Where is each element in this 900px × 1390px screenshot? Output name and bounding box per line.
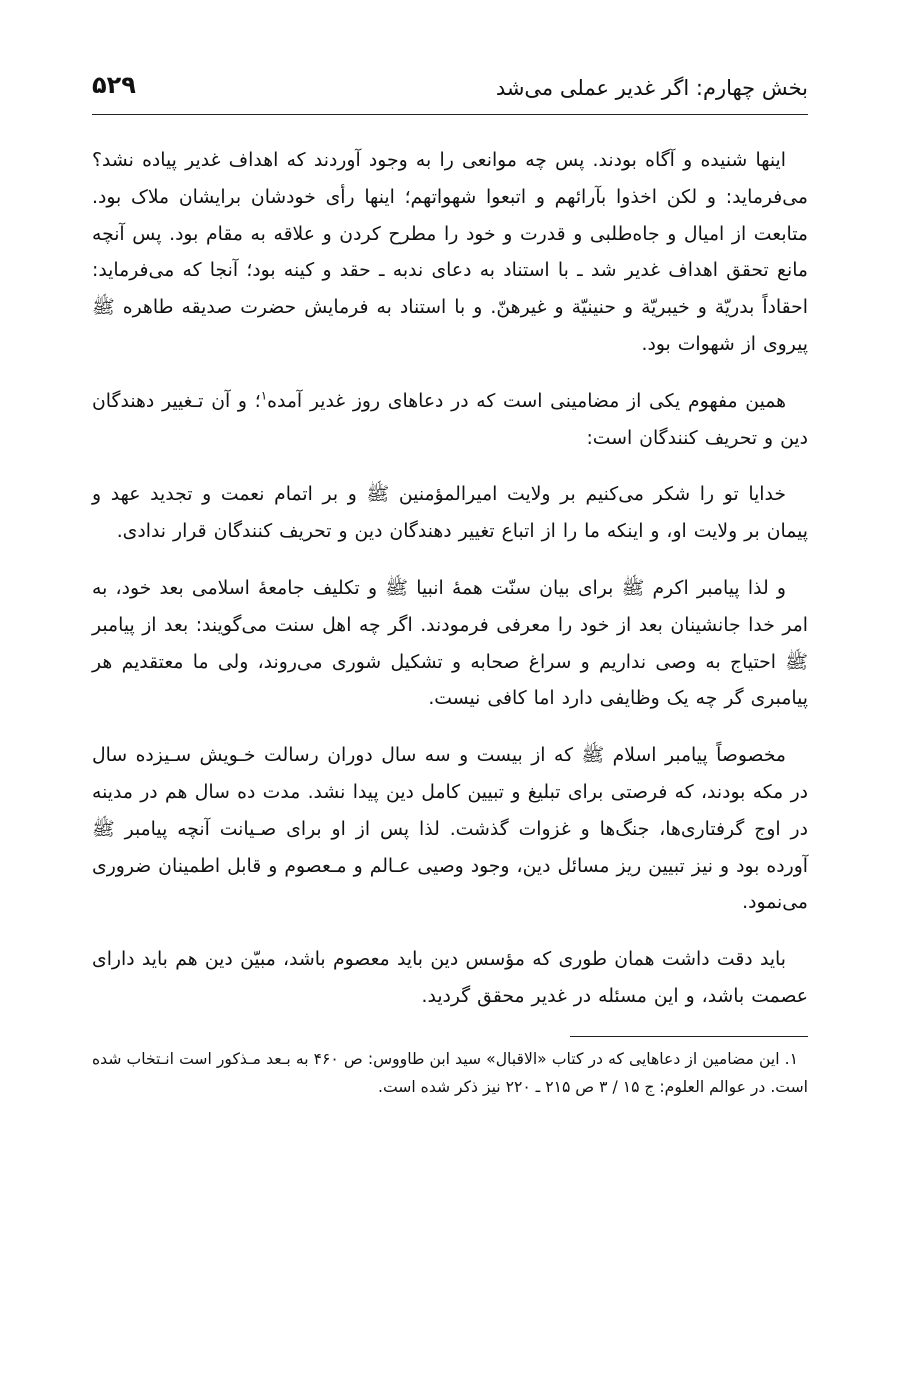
page-number: ۵۲۹: [92, 71, 136, 99]
chapter-title: بخش چهارم: اگر غدیر عملی می‌شد: [495, 76, 808, 100]
paragraph-2-after-note: ؛ و آن تـغییر دهندگان دین و تحریف کنندگان است:: [92, 390, 808, 449]
page-header: [92, 62, 808, 115]
paragraph-1: اینها شنیده و آگاه بودند. پس چه موانعی را به وجود آوردند که اهداف غدیر پیاده نشد؟ می‌فرماید: و لکن اخذوا بآرائهم و اتبعوا شهواتهم؛ اینها رأی خودشان برایشان ملاک بود. متابعت از امیال و جاه‌طلبی و قدرت و خود را مطرح کردن و علاقه به مقام بود. پس آنچه مانع تحقق اهداف غدیر شد ـ با استناد به دعای ندبه ـ حقد و کینه بود؛ آنجا که می‌فرماید: احقاداً بدریّة و خیبریّة و حنینیّة و غیرهنّ. و با استناد به فرمایش حضرت صدیقه طاهره ﷺ پیروی از شهوات بود.: [92, 150, 808, 355]
footnote: ۱. این مضامین از دعاهایی که در کتاب «الاقبال» سید ابن طاووس: ص ۴۶۰ به بـعد مـذکور است انـتخاب شده است. در عوالم العلوم: ج ۱۵ / ۳ ص ۲۱۵ ـ ۲۲۰ نیز ذکر شده است.: [92, 1049, 808, 1096]
book-page: [92, 62, 808, 1342]
paragraph-2: [92, 384, 808, 458]
paragraph-5: مخصوصاً پیامبر اسلام ﷺ که از بیست و سه سال دوران رسالت خـویش سـیزده سال در مکه بودند، که فرصتی برای تبلیغ و تبیین کامل دین پیدا نشد. مدت ده سال هم در مدینه در اوج گرفتاری‌ها، جنگ‌ها و غزوات گذشت. لذا پس از او برای صـیانت آنچه پیامبر ﷺ آورده بود و نیز تبیین ریز مسائل دین، وجود وصیی عـالم و مـعصوم و قابل اطمینان ضروری می‌نمود.: [92, 745, 808, 914]
footnote-divider: [570, 1036, 808, 1037]
footnote-reference[interactable]: ۱: [260, 388, 268, 403]
paragraph-6: باید دقت داشت همان طوری که مؤسس دین باید معصوم باشد، مبیّن دین هم باید دارای عصمت باشد، و این مسئله در غدیر محقق گردید.: [92, 949, 808, 1007]
paragraph-2-before-note: همین مفهوم یکی از مضامینی است که در دعاهای روز غدیر آمده: [267, 390, 786, 412]
prayer-quote: خدایا تو را شکر می‌کنیم بر ولایت امیرالمؤمنین ﷺ و بر اتمام نعمت و تجدید عهد و پیمان بر ولایت او، و اینکه ما را از اتباع تغییر دهندگان دین و تحریف کنندگان قرار ندادی.: [92, 484, 808, 543]
paragraph-4: و لذا پیامبر اکرم ﷺ برای بیان سنّت همهٔ انبیا ﷺ و تکلیف جامعهٔ اسلامی بعد خود، به امر خدا جانشینان بعد از خود را معرفی فرمودند. اگر چه اهل سنت می‌گویند: بعد از پیامبر ﷺ احتیاج به وصی نداریم و سراغ صحابه و تشکیل شوری می‌روند، ولی ما معتقدیم هر پیامبری گر چه یک وظایفی دارد اما کافی نیست.: [92, 577, 808, 710]
main-text: [92, 143, 808, 1016]
